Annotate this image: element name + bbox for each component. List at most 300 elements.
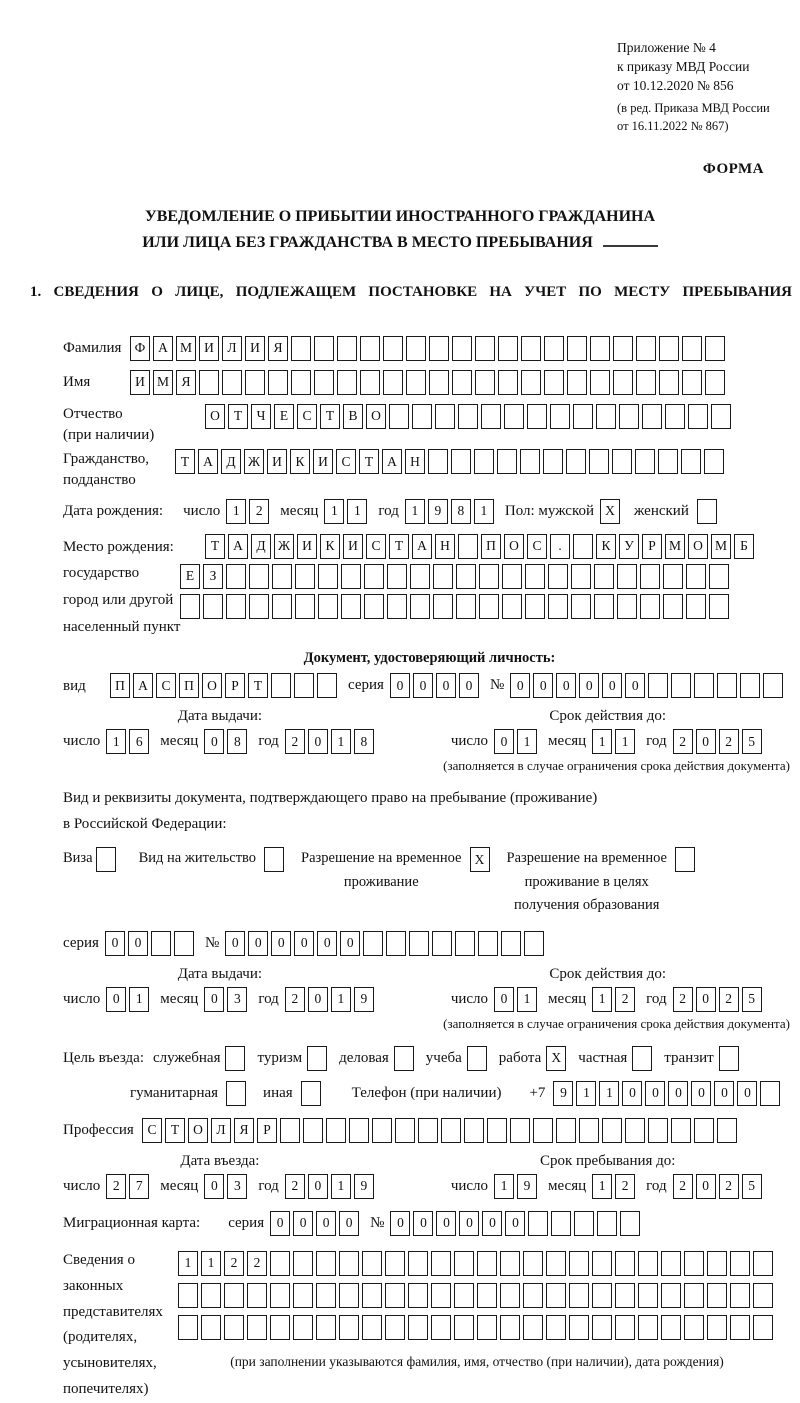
char-box[interactable]: 2 [719, 1174, 739, 1199]
char-box[interactable]: 1 [347, 499, 367, 524]
char-box[interactable] [705, 370, 725, 395]
char-box[interactable] [435, 404, 455, 429]
char-box[interactable] [740, 673, 760, 698]
char-box[interactable] [694, 1118, 714, 1143]
char-box[interactable]: 2 [615, 1174, 635, 1199]
char-box[interactable]: 0 [696, 987, 716, 1012]
purpose-study-checkbox[interactable] [467, 1046, 487, 1071]
char-box[interactable] [688, 404, 708, 429]
char-box[interactable] [458, 534, 478, 559]
char-box[interactable] [431, 1315, 451, 1340]
char-box[interactable]: 2 [249, 499, 269, 524]
char-box[interactable] [640, 594, 660, 619]
char-box[interactable] [548, 594, 568, 619]
char-box[interactable]: У [619, 534, 639, 559]
char-box[interactable] [546, 1283, 566, 1308]
char-box[interactable] [617, 594, 637, 619]
char-box[interactable] [615, 1283, 635, 1308]
char-box[interactable]: 0 [413, 1211, 433, 1236]
char-box[interactable] [199, 370, 219, 395]
char-box[interactable] [525, 594, 545, 619]
char-box[interactable]: Т [248, 673, 268, 698]
char-box[interactable] [270, 1315, 290, 1340]
char-box[interactable] [579, 1118, 599, 1143]
char-box[interactable] [272, 564, 292, 589]
char-box[interactable]: В [343, 404, 363, 429]
char-box[interactable]: С [527, 534, 547, 559]
char-box[interactable] [293, 1251, 313, 1276]
char-box[interactable] [429, 336, 449, 361]
char-box[interactable]: Ж [244, 449, 264, 474]
char-box[interactable]: 0 [339, 1211, 359, 1236]
char-box[interactable] [270, 1283, 290, 1308]
char-box[interactable]: О [504, 534, 524, 559]
char-box[interactable] [569, 1283, 589, 1308]
char-box[interactable]: 0 [602, 673, 622, 698]
char-box[interactable]: Я [268, 336, 288, 361]
char-box[interactable] [410, 564, 430, 589]
char-box[interactable] [571, 564, 591, 589]
char-box[interactable] [316, 1251, 336, 1276]
temp-residence-edu-checkbox[interactable] [675, 847, 695, 872]
char-box[interactable] [222, 370, 242, 395]
char-box[interactable] [383, 370, 403, 395]
char-box[interactable]: 0 [579, 673, 599, 698]
char-box[interactable] [521, 370, 541, 395]
char-box[interactable]: 0 [308, 987, 328, 1012]
char-box[interactable]: 0 [714, 1081, 734, 1106]
char-box[interactable] [707, 1251, 727, 1276]
char-box[interactable]: 1 [331, 987, 351, 1012]
char-box[interactable] [409, 931, 429, 956]
purpose-transit-checkbox[interactable] [719, 1046, 739, 1071]
char-box[interactable]: 0 [533, 673, 553, 698]
char-box[interactable]: 1 [201, 1251, 221, 1276]
char-box[interactable]: О [188, 1118, 208, 1143]
char-box[interactable]: 0 [340, 931, 360, 956]
char-box[interactable]: 1 [331, 1174, 351, 1199]
char-box[interactable]: 1 [494, 1174, 514, 1199]
char-box[interactable] [454, 1251, 474, 1276]
char-box[interactable] [500, 1283, 520, 1308]
char-box[interactable] [387, 564, 407, 589]
char-box[interactable]: Р [257, 1118, 277, 1143]
char-box[interactable] [360, 370, 380, 395]
char-box[interactable] [226, 594, 246, 619]
char-box[interactable]: 9 [354, 987, 374, 1012]
char-box[interactable]: 0 [106, 987, 126, 1012]
char-box[interactable] [475, 370, 495, 395]
char-box[interactable] [203, 594, 223, 619]
char-box[interactable] [648, 673, 668, 698]
char-box[interactable]: 0 [317, 931, 337, 956]
char-box[interactable] [464, 1118, 484, 1143]
char-box[interactable]: 1 [599, 1081, 619, 1106]
purpose-tourism-checkbox[interactable] [307, 1046, 327, 1071]
char-box[interactable] [408, 1283, 428, 1308]
char-box[interactable] [294, 673, 314, 698]
char-box[interactable] [661, 1283, 681, 1308]
char-box[interactable]: 2 [285, 1174, 305, 1199]
char-box[interactable]: К [320, 534, 340, 559]
char-box[interactable] [318, 564, 338, 589]
char-box[interactable] [249, 564, 269, 589]
char-box[interactable]: 1 [592, 987, 612, 1012]
char-box[interactable] [456, 564, 476, 589]
char-box[interactable] [498, 336, 518, 361]
char-box[interactable]: Т [205, 534, 225, 559]
char-box[interactable]: А [412, 534, 432, 559]
char-box[interactable]: 1 [592, 1174, 612, 1199]
char-box[interactable] [349, 1118, 369, 1143]
char-box[interactable] [501, 931, 521, 956]
char-box[interactable]: 0 [696, 1174, 716, 1199]
char-box[interactable] [573, 534, 593, 559]
char-box[interactable] [339, 1283, 359, 1308]
char-box[interactable]: О [205, 404, 225, 429]
char-box[interactable] [362, 1315, 382, 1340]
char-box[interactable] [362, 1251, 382, 1276]
char-box[interactable]: 0 [294, 931, 314, 956]
char-box[interactable] [363, 931, 383, 956]
char-box[interactable] [566, 449, 586, 474]
char-box[interactable]: 1 [405, 499, 425, 524]
char-box[interactable] [571, 594, 591, 619]
char-box[interactable] [671, 1118, 691, 1143]
char-box[interactable]: А [133, 673, 153, 698]
char-box[interactable] [594, 564, 614, 589]
char-box[interactable] [567, 336, 587, 361]
char-box[interactable] [412, 404, 432, 429]
char-box[interactable] [753, 1315, 773, 1340]
char-box[interactable] [477, 1315, 497, 1340]
char-box[interactable] [395, 1118, 415, 1143]
char-box[interactable]: 0 [390, 1211, 410, 1236]
char-box[interactable] [602, 1118, 622, 1143]
char-box[interactable] [760, 1081, 780, 1106]
char-box[interactable] [504, 404, 524, 429]
char-box[interactable] [432, 931, 452, 956]
char-box[interactable] [303, 1118, 323, 1143]
char-box[interactable]: 8 [354, 729, 374, 754]
char-box[interactable]: П [481, 534, 501, 559]
char-box[interactable]: Т [228, 404, 248, 429]
char-box[interactable] [458, 404, 478, 429]
char-box[interactable]: 0 [204, 987, 224, 1012]
char-box[interactable] [717, 1118, 737, 1143]
char-box[interactable]: М [153, 370, 173, 395]
char-box[interactable] [326, 1118, 346, 1143]
female-checkbox[interactable] [697, 499, 717, 524]
char-box[interactable] [454, 1283, 474, 1308]
char-box[interactable] [247, 1283, 267, 1308]
char-box[interactable]: Т [359, 449, 379, 474]
char-box[interactable] [339, 1315, 359, 1340]
char-box[interactable]: И [199, 336, 219, 361]
char-box[interactable]: Т [165, 1118, 185, 1143]
char-box[interactable] [271, 673, 291, 698]
char-box[interactable]: Д [221, 449, 241, 474]
char-box[interactable]: 3 [227, 1174, 247, 1199]
char-box[interactable] [433, 594, 453, 619]
char-box[interactable] [642, 404, 662, 429]
char-box[interactable]: 2 [719, 987, 739, 1012]
char-box[interactable] [573, 404, 593, 429]
char-box[interactable]: 0 [645, 1081, 665, 1106]
char-box[interactable]: И [297, 534, 317, 559]
char-box[interactable]: И [267, 449, 287, 474]
char-box[interactable]: 0 [413, 673, 433, 698]
char-box[interactable] [291, 370, 311, 395]
char-box[interactable] [408, 1315, 428, 1340]
char-box[interactable] [245, 370, 265, 395]
char-box[interactable] [619, 404, 639, 429]
char-box[interactable] [314, 370, 334, 395]
char-box[interactable]: 9 [428, 499, 448, 524]
char-box[interactable] [638, 1315, 658, 1340]
char-box[interactable] [684, 1283, 704, 1308]
char-box[interactable] [249, 594, 269, 619]
char-box[interactable]: 0 [691, 1081, 711, 1106]
char-box[interactable] [620, 1211, 640, 1236]
char-box[interactable] [548, 564, 568, 589]
char-box[interactable] [543, 449, 563, 474]
char-box[interactable] [497, 449, 517, 474]
char-box[interactable] [730, 1251, 750, 1276]
char-box[interactable]: Л [222, 336, 242, 361]
char-box[interactable] [201, 1315, 221, 1340]
char-box[interactable] [521, 336, 541, 361]
char-box[interactable] [533, 1118, 553, 1143]
char-box[interactable] [387, 594, 407, 619]
char-box[interactable] [295, 564, 315, 589]
char-box[interactable] [270, 1251, 290, 1276]
char-box[interactable]: А [228, 534, 248, 559]
char-box[interactable] [520, 449, 540, 474]
char-box[interactable] [705, 336, 725, 361]
char-box[interactable] [523, 1283, 543, 1308]
char-box[interactable] [431, 1283, 451, 1308]
char-box[interactable] [314, 336, 334, 361]
char-box[interactable] [408, 1251, 428, 1276]
char-box[interactable]: 0 [271, 931, 291, 956]
char-box[interactable]: Я [176, 370, 196, 395]
char-box[interactable]: 0 [510, 673, 530, 698]
char-box[interactable]: 0 [696, 729, 716, 754]
char-box[interactable] [753, 1251, 773, 1276]
char-box[interactable]: Н [405, 449, 425, 474]
char-box[interactable]: 2 [285, 987, 305, 1012]
char-box[interactable] [635, 449, 655, 474]
purpose-official-checkbox[interactable] [225, 1046, 245, 1071]
char-box[interactable] [428, 449, 448, 474]
char-box[interactable] [763, 673, 783, 698]
char-box[interactable]: 1 [576, 1081, 596, 1106]
char-box[interactable] [663, 564, 683, 589]
char-box[interactable] [638, 1283, 658, 1308]
char-box[interactable] [684, 1315, 704, 1340]
char-box[interactable]: 0 [225, 931, 245, 956]
char-box[interactable]: И [343, 534, 363, 559]
char-box[interactable] [663, 594, 683, 619]
char-box[interactable]: 0 [737, 1081, 757, 1106]
char-box[interactable]: 2 [673, 729, 693, 754]
char-box[interactable]: 1 [592, 729, 612, 754]
char-box[interactable]: 0 [105, 931, 125, 956]
char-box[interactable]: . [550, 534, 570, 559]
char-box[interactable] [247, 1315, 267, 1340]
char-box[interactable] [385, 1315, 405, 1340]
char-box[interactable] [502, 594, 522, 619]
char-box[interactable]: К [290, 449, 310, 474]
char-box[interactable]: 0 [308, 729, 328, 754]
char-box[interactable] [524, 931, 544, 956]
char-box[interactable] [339, 1251, 359, 1276]
char-box[interactable] [317, 673, 337, 698]
char-box[interactable]: Ж [274, 534, 294, 559]
char-box[interactable] [592, 1283, 612, 1308]
char-box[interactable] [385, 1251, 405, 1276]
char-box[interactable] [665, 404, 685, 429]
char-box[interactable] [475, 336, 495, 361]
char-box[interactable]: 0 [270, 1211, 290, 1236]
char-box[interactable] [224, 1315, 244, 1340]
char-box[interactable] [686, 594, 706, 619]
char-box[interactable] [682, 370, 702, 395]
char-box[interactable]: 1 [178, 1251, 198, 1276]
char-box[interactable] [694, 673, 714, 698]
char-box[interactable]: 5 [742, 1174, 762, 1199]
char-box[interactable]: 0 [556, 673, 576, 698]
char-box[interactable] [592, 1315, 612, 1340]
char-box[interactable] [224, 1283, 244, 1308]
char-box[interactable] [406, 336, 426, 361]
char-box[interactable] [477, 1251, 497, 1276]
char-box[interactable]: 2 [224, 1251, 244, 1276]
char-box[interactable]: М [665, 534, 685, 559]
char-box[interactable]: 0 [459, 1211, 479, 1236]
char-box[interactable]: 2 [615, 987, 635, 1012]
char-box[interactable] [316, 1283, 336, 1308]
char-box[interactable]: 2 [106, 1174, 126, 1199]
char-box[interactable]: 1 [615, 729, 635, 754]
char-box[interactable]: Ч [251, 404, 271, 429]
char-box[interactable] [709, 594, 729, 619]
char-box[interactable] [474, 449, 494, 474]
char-box[interactable] [151, 931, 171, 956]
char-box[interactable] [364, 594, 384, 619]
char-box[interactable]: 0 [625, 673, 645, 698]
char-box[interactable]: 0 [436, 673, 456, 698]
char-box[interactable]: Р [225, 673, 245, 698]
char-box[interactable] [707, 1283, 727, 1308]
char-box[interactable] [441, 1118, 461, 1143]
char-box[interactable] [592, 1251, 612, 1276]
char-box[interactable]: С [142, 1118, 162, 1143]
char-box[interactable] [551, 1211, 571, 1236]
char-box[interactable] [498, 370, 518, 395]
char-box[interactable] [638, 1251, 658, 1276]
char-box[interactable]: 1 [129, 987, 149, 1012]
char-box[interactable] [717, 673, 737, 698]
char-box[interactable]: 7 [129, 1174, 149, 1199]
char-box[interactable]: И [313, 449, 333, 474]
char-box[interactable]: З [203, 564, 223, 589]
char-box[interactable]: С [297, 404, 317, 429]
char-box[interactable]: 2 [673, 987, 693, 1012]
char-box[interactable] [362, 1283, 382, 1308]
char-box[interactable] [341, 594, 361, 619]
char-box[interactable]: С [336, 449, 356, 474]
char-box[interactable]: 8 [227, 729, 247, 754]
char-box[interactable]: 0 [436, 1211, 456, 1236]
char-box[interactable]: С [366, 534, 386, 559]
char-box[interactable] [523, 1315, 543, 1340]
char-box[interactable]: 5 [742, 987, 762, 1012]
char-box[interactable] [280, 1118, 300, 1143]
char-box[interactable]: 9 [553, 1081, 573, 1106]
char-box[interactable] [613, 370, 633, 395]
char-box[interactable]: 1 [226, 499, 246, 524]
char-box[interactable]: С [156, 673, 176, 698]
char-box[interactable]: Т [389, 534, 409, 559]
char-box[interactable] [686, 564, 706, 589]
char-box[interactable] [295, 594, 315, 619]
char-box[interactable]: А [382, 449, 402, 474]
purpose-business-checkbox[interactable] [394, 1046, 414, 1071]
char-box[interactable]: 8 [451, 499, 471, 524]
char-box[interactable] [589, 449, 609, 474]
char-box[interactable] [527, 404, 547, 429]
char-box[interactable]: Д [251, 534, 271, 559]
char-box[interactable]: М [711, 534, 731, 559]
char-box[interactable]: 0 [248, 931, 268, 956]
char-box[interactable] [709, 564, 729, 589]
char-box[interactable] [707, 1315, 727, 1340]
char-box[interactable] [525, 564, 545, 589]
char-box[interactable]: 1 [106, 729, 126, 754]
char-box[interactable]: 1 [331, 729, 351, 754]
char-box[interactable] [431, 1251, 451, 1276]
char-box[interactable] [429, 370, 449, 395]
char-box[interactable]: 0 [293, 1211, 313, 1236]
char-box[interactable] [648, 1118, 668, 1143]
char-box[interactable] [477, 1283, 497, 1308]
char-box[interactable] [523, 1251, 543, 1276]
purpose-private-checkbox[interactable] [632, 1046, 652, 1071]
char-box[interactable]: 0 [505, 1211, 525, 1236]
char-box[interactable] [318, 594, 338, 619]
char-box[interactable]: 0 [459, 673, 479, 698]
visa-checkbox[interactable] [96, 847, 116, 872]
char-box[interactable]: 0 [668, 1081, 688, 1106]
char-box[interactable] [753, 1283, 773, 1308]
char-box[interactable] [636, 336, 656, 361]
char-box[interactable] [730, 1283, 750, 1308]
residence-permit-checkbox[interactable] [264, 847, 284, 872]
char-box[interactable]: 9 [354, 1174, 374, 1199]
char-box[interactable] [481, 404, 501, 429]
char-box[interactable] [502, 564, 522, 589]
char-box[interactable] [597, 1211, 617, 1236]
char-box[interactable] [479, 564, 499, 589]
char-box[interactable] [272, 594, 292, 619]
char-box[interactable]: И [130, 370, 150, 395]
char-box[interactable] [730, 1315, 750, 1340]
purpose-other-checkbox[interactable] [301, 1081, 321, 1106]
char-box[interactable]: Е [180, 564, 200, 589]
char-box[interactable] [569, 1315, 589, 1340]
